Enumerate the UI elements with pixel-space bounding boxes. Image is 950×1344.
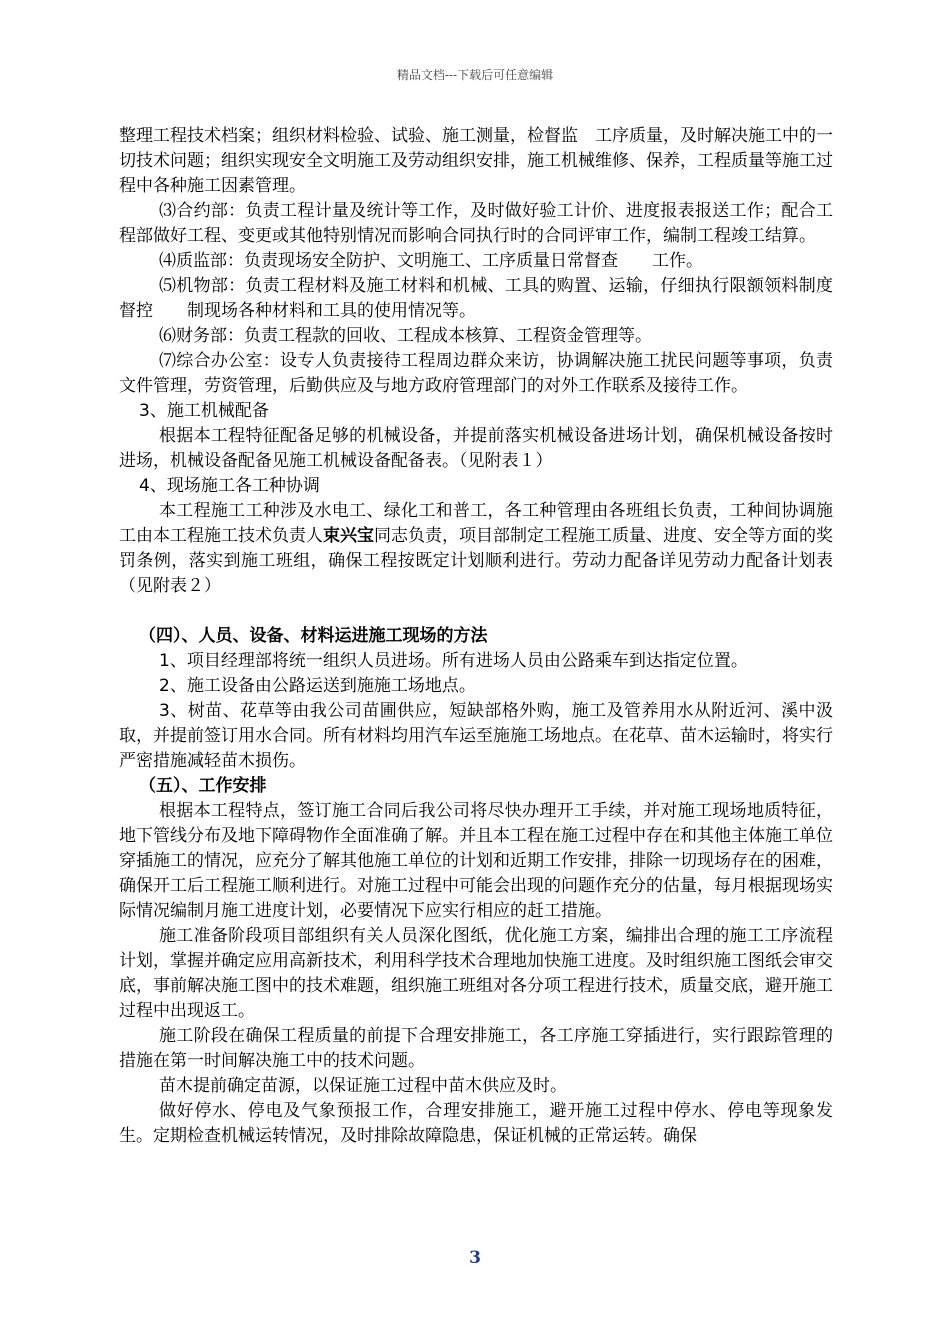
paragraph: ⑶合约部：负责工程计量及统计等工作，及时做好验工计价、进度报表报送工作；配合工程部做好工程、变更或其他特别情况而影响合同执行时的合同评审工作，编制工程竣工结算。 — [119, 201, 833, 246]
paragraph: 做好停水、停电及气象预报工作，合理安排施工，避开施工过程中停水、停电等现象发生。定期检查机械运转情况，及时排除故障隐患，保证机械的正常运转。确保 — [119, 1101, 833, 1146]
document-body — [119, 124, 833, 1149]
section-heading: （四）、人员、设备、材料运进施工现场的方法 — [139, 626, 488, 646]
paragraph: 3、树苗、花草等由我公司苗圃供应，短缺部格外购，施工及管养用水从附近河、溪中汲取，并提前签订用水合同。所有材料均用汽车运至施施工场地点。在花草、苗木运输时，将实行严密措施减轻苗木损伤。 — [119, 701, 833, 771]
paragraph: ⑸机物部：负责工程材料及施工材料和机械、工具的购置、运输，仔细执行限额领料制度督控 制现场各种材料和工具的使用情况等。 — [119, 276, 833, 321]
page-header: 精品文档---下载后可任意编辑 — [396, 68, 554, 82]
spacer — [119, 599, 833, 624]
person-name: 束兴宝 — [323, 526, 374, 546]
paragraph — [119, 499, 833, 599]
paragraph: 根据本工程特征配备足够的机械设备，并提前落实机械设备进场计划，确保机械设备按时进场，机械设备配备见施工机械设备配备表。（见附表１） — [119, 426, 833, 471]
paragraph: 施工准备阶段项目部组织有关人员深化图纸，优化施工方案，编排出合理的施工工序流程计划，掌握并确定应用高新技术，利用科学技术合理地加快施工进度。及时组织施工图纸会审交底，事前解决施工图中的技术难题，组织施工班组对各分项工程进行技术，质量交底，避开施工过程中出现返工。 — [119, 926, 833, 1021]
section-heading: （五）、工作安排 — [139, 776, 267, 796]
paragraph: ⑹财务部：负责工程款的回收、工程成本核算、工程资金管理等。 — [159, 326, 652, 346]
section-heading: 4、现场施工各工种协调 — [139, 476, 320, 496]
paragraph-text: 本工程施工工种涉及水电工、绿化工和普工，各工种管理由各班组长负责，工种间协调施工由本工程施工技术负责人 — [119, 501, 833, 546]
paragraph: 1、项目经理部将统一组织人员进场。所有进场人员由公路乘车到达指定位置。 — [159, 651, 748, 671]
paragraph: 施工阶段在确保工程质量的前提下合理安排施工，各工序施工穿插进行，实行跟踪管理的措施在第一时间解决施工中的技术问题。 — [119, 1026, 833, 1071]
paragraph: 2、施工设备由公路运送到施施工场地点。 — [159, 676, 476, 696]
paragraph: 苗木提前确定苗源，以保证施工过程中苗木供应及时。 — [159, 1076, 567, 1096]
page-number: 3 — [469, 1248, 481, 1268]
paragraph: 整理工程技术档案；组织材料检验、试验、施工测量，检督监 工序质量，及时解决施工中的一切技术问题；组织实现安全文明施工及劳动组织安排，施工机械维修、保养，工程质量等施工过程中各种施工因素管理。 — [119, 126, 833, 196]
paragraph: ⑷质监部：负责现场安全防护、文明施工、工序质量日常督查 工作。 — [159, 251, 703, 271]
paragraph: 根据本工程特点，签订施工合同后我公司将尽快办理开工手续，并对施工现场地质特征，地下管线分布及地下障碍物作全面准确了解。并且本工程在施工过程中存在和其他主体施工单位穿插施工的情况，应充分了解其他施工单位的计划和近期工作安排，排除一切现场存在的困难，确保开工后工程施工顺利进行。对施工过程中可能会出现的问题作充分的估量，每月根据现场实际情况编制月施工进度计划，必要情况下应实行相应的赶工措施。 — [119, 801, 833, 921]
paragraph-text: 同志负责，项目部制定工程施工质量、进度、安全等方面的奖罚条例，落实到施工班组，确保工程按既定计划顺利进行。劳动力配备详见劳动力配备计划表（见附表２） — [119, 526, 833, 596]
paragraph: ⑺综合办公室：设专人负责接待工程周边群众来访，协调解决施工扰民问题等事项，负责文件管理，劳资管理，后勤供应及与地方政府管理部门的对外工作联系及接待工作。 — [119, 351, 833, 396]
section-heading: 3、施工机械配备 — [139, 401, 269, 421]
